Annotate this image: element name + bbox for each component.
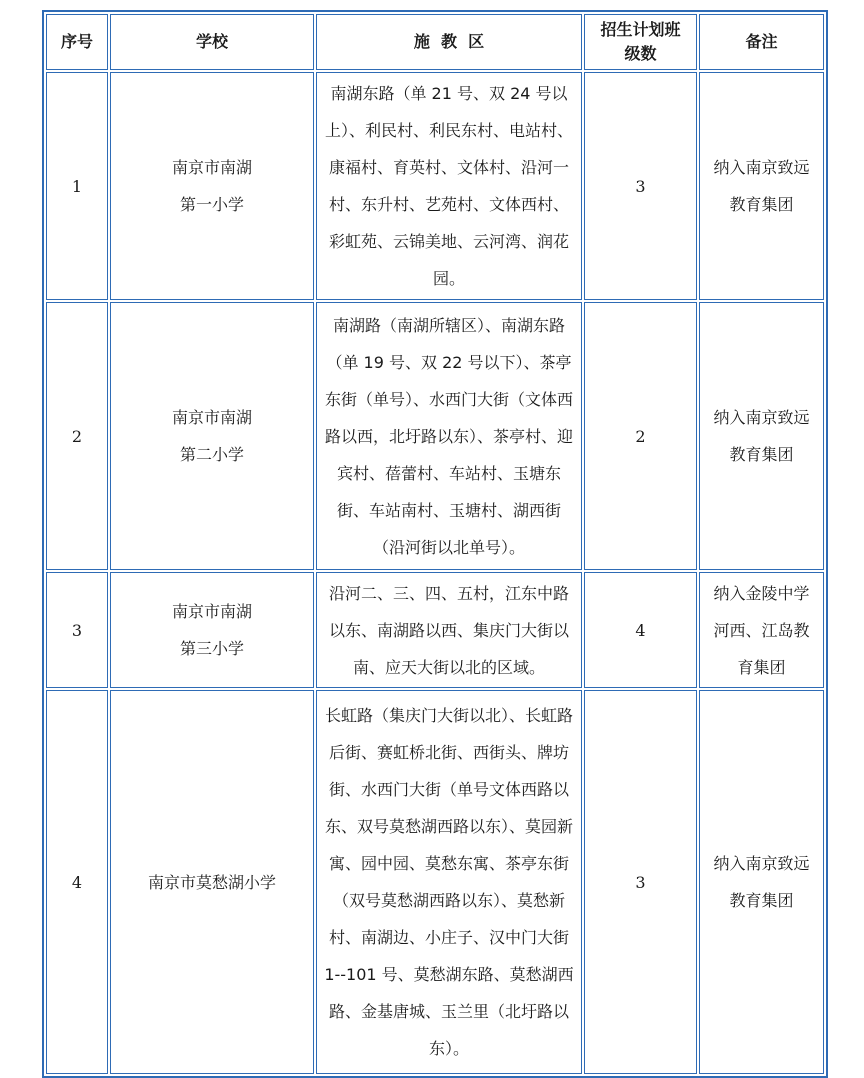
row-area: 长虹路（集庆门大街以北）、长虹路后街、赛虹桥北街、西街头、牌坊街、水西门大街（单号文体西路以东、双号莫愁湖西路以东）、莫园新寓、园中园、莫愁东寓、茶亭东街（双号莫愁湖西路以东）、莫愁新村、南湖边、小庄子、汉中门大街 1--101 号、莫愁湖东路、莫愁湖西路、金基唐城、玉兰里（北圩路以东）。 <box>316 690 582 1074</box>
table-row <box>46 302 824 570</box>
row-index: 4 <box>46 690 108 1074</box>
row-classes: 3 <box>584 690 697 1074</box>
row-index: 2 <box>46 302 108 570</box>
row-area: 南湖东路（单 21 号、双 24 号以上）、利民村、利民东村、电站村、康福村、育英村、文体村、沿河一村、东升村、艺苑村、文体西村、彩虹苑、云锦美地、云河湾、润花园。 <box>316 72 582 300</box>
school-name-line2: 第一小学 <box>179 195 244 214</box>
row-note <box>699 72 824 300</box>
row-area: 南湖路（南湖所辖区）、南湖东路（单 19 号、双 22 号以下）、茶亭东街（单号）、水西门大街（文体西路以西，北圩路以东）、茶亭村、迎宾村、蓓蕾村、车站村、玉塘东街、车站南村、玉塘村、湖西街（沿河街以北单号）。 <box>316 302 582 570</box>
row-school <box>110 72 314 300</box>
header-index: 序号 <box>46 14 108 70</box>
row-note <box>699 690 824 1074</box>
school-name-line2: 第三小学 <box>179 639 244 658</box>
note-line3: 育集团 <box>737 657 786 677</box>
row-note <box>699 572 824 688</box>
table-row <box>46 72 824 300</box>
row-classes: 3 <box>584 72 697 300</box>
header-note: 备注 <box>699 14 824 70</box>
row-classes: 4 <box>584 572 697 688</box>
header-classes <box>584 14 697 70</box>
row-index: 3 <box>46 572 108 688</box>
school-name-line1: 南京市南湖 <box>171 408 252 427</box>
table-row <box>46 572 824 688</box>
row-classes: 2 <box>584 302 697 570</box>
header-classes-line2: 级数 <box>624 44 657 63</box>
note-line1: 纳入南京致远 <box>713 854 810 873</box>
note-line1: 纳入南京致远 <box>713 158 810 177</box>
row-school: 南京市莫愁湖小学 <box>110 690 314 1074</box>
school-name-line1: 南京市南湖 <box>171 158 252 177</box>
row-note <box>699 302 824 570</box>
row-school <box>110 572 314 688</box>
note-line2: 河西、江岛教 <box>713 620 810 640</box>
school-name-line1: 南京市南湖 <box>171 602 252 621</box>
note-line1: 纳入金陵中学 <box>713 583 810 603</box>
table-row <box>46 690 824 1074</box>
header-area: 施 教 区 <box>316 14 582 70</box>
row-area: 沿河二、三、四、五村，江东中路以东、南湖路以西、集庆门大街以南、应天大街以北的区域。 <box>316 572 582 688</box>
header-school: 学校 <box>110 14 314 70</box>
row-school <box>110 302 314 570</box>
note-line2: 教育集团 <box>729 445 794 464</box>
row-index: 1 <box>46 72 108 300</box>
header-row <box>46 14 824 70</box>
note-line2: 教育集团 <box>729 195 794 214</box>
note-line2: 教育集团 <box>729 891 794 910</box>
note-line1: 纳入南京致远 <box>713 408 810 427</box>
school-name-line2: 第二小学 <box>179 445 244 464</box>
enrollment-table <box>42 10 828 1078</box>
header-classes-line1: 招生计划班 <box>600 20 681 39</box>
